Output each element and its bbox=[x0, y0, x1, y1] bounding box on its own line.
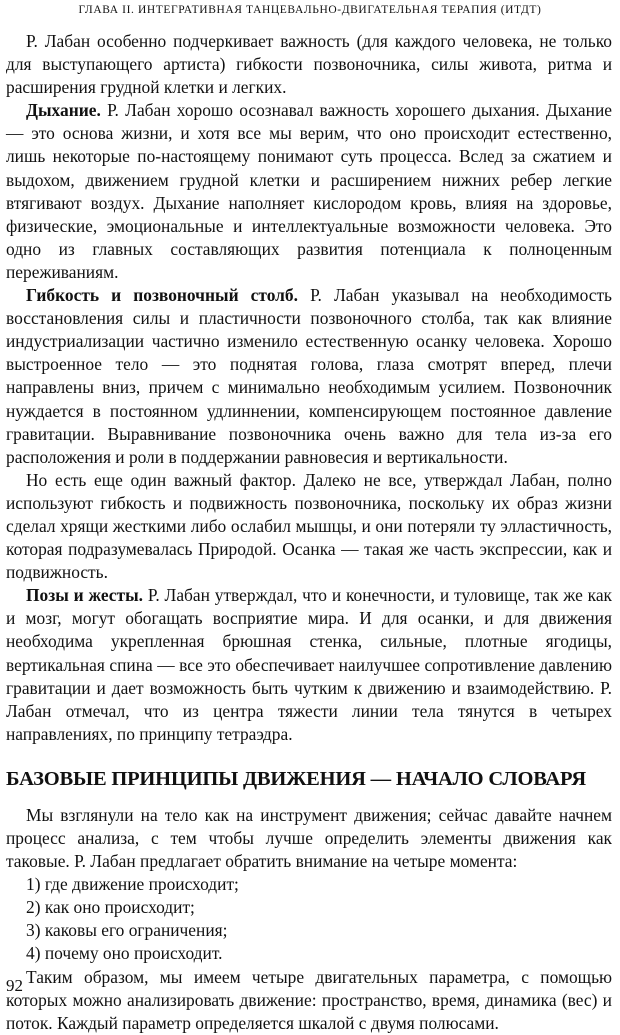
paragraph-lead: Гибкость и позвоночный столб. bbox=[26, 285, 298, 306]
page-number: 92 bbox=[6, 976, 23, 995]
paragraph bbox=[6, 30, 612, 99]
paragraph bbox=[6, 99, 612, 284]
numbered-list bbox=[6, 873, 612, 965]
paragraph bbox=[6, 469, 612, 584]
paragraph bbox=[6, 584, 612, 746]
list-item: 4) почему оно происходит. bbox=[26, 943, 223, 964]
section-heading: БАЗОВЫЕ ПРИНЦИПЫ ДВИЖЕНИЯ — НАЧАЛО СЛОВАРЯ bbox=[6, 767, 586, 790]
list-item: 3) каковы его ограничения; bbox=[26, 920, 228, 941]
paragraph-text: Р. Лабан указывал на необходимость восстановления силы и пластичности позвоночного столба, так как влияние индустриализации частично изменило естественную осанку человека. Хорошо выстроенное тело — это поднятая голова, глаза смотрят вперед, плечи направлены вниз, причем с минимально необходимым усилием. Позвоночник нуждается в постоянном удлиннении, компенсирующем постоянное давление гравитации. Выравнивание позвоночника очень важно для тела из-за его расположения и роли в поддержании равновесия и вертикальности. bbox=[6, 285, 612, 467]
list-item: 2) как оно происходит; bbox=[26, 897, 195, 918]
page-body bbox=[6, 30, 612, 1035]
paragraph-lead: Позы и жесты. bbox=[26, 585, 143, 606]
section-intro: Мы взглянули на тело как на инструмент движения; сейчас давайте начнем процесс анализа, с тем чтобы лучше определить элементы движения как таковые. Р. Лабан предлагает обратить внимание на четыре момента: bbox=[6, 804, 612, 872]
paragraph-text: Р. Лабан утверждал, что и конечности, и туловище, так же как и мозг, могут обогащать восприятие мира. И для осанки, и для движения необходима укрепленная брюшная стенка, сильные, плотные ягодицы, вертикальная спина — все это обеспечивает наилучшее сопротивление давлению гравитации и дает возможность быть чутким к движению и взаимодействию. Р. Лабан отмечал, что из центра тяжести линии тела тянутся в четырех направлениях, по принципу тетраэдра. bbox=[6, 585, 612, 744]
paragraph-lead: Дыхание. bbox=[26, 100, 101, 121]
list-item: 1) где движение происходит; bbox=[26, 874, 239, 895]
paragraph-text: Р. Лабан особенно подчеркивает важность (для каждого человека, не только для выступающего артиста) гибкости позвоночника, силы живота, ритма и расширения грудной клетки и легких. bbox=[6, 31, 612, 98]
running-header: ГЛАВА II. ИНТЕГРАТИВНАЯ ТАНЦЕВАЛЬНО-ДВИГАТЕЛЬНАЯ ТЕРАПИЯ (ИТДТ) bbox=[78, 4, 542, 16]
section-closing: Таким образом, мы имеем четыре двигательных параметра, с помощью которых можно анализировать движение: пространство, время, динамика (вес) и поток. Каждый параметр определяется шкалой с двумя полюсами. bbox=[6, 966, 612, 1033]
paragraph-text: Р. Лабан хорошо осознавал важность хорошего дыхания. Дыхание — это основа жизни, и хотя все мы верим, что оно происходит естественно, лишь некоторые по-настоящему понимают суть процесса. Вслед за сжатием и выдохом, движением грудной клетки и расширением нижних ребер легкие втягивают воздух. Дыхание наполняет кислородом кровь, влияя на здоровье, физические, эмоциональные и интеллектуальные возможности человека. Это одно из главных составляющих развития потенциала к полноценным переживаниям. bbox=[6, 100, 612, 282]
paragraph-text: Но есть еще один важный фактор. Далеко не все, утверждал Лабан, полно используют гибкость и подвижность позвоночника, поскольку их образ жизни сделал хрящи жесткими либо ослабил мышцы, и они потеряли ту элластичность, которая подразумевалась Природой. Осанка — такая же часть экспрессии, как и подвижность. bbox=[6, 469, 612, 583]
paragraph bbox=[6, 284, 612, 469]
